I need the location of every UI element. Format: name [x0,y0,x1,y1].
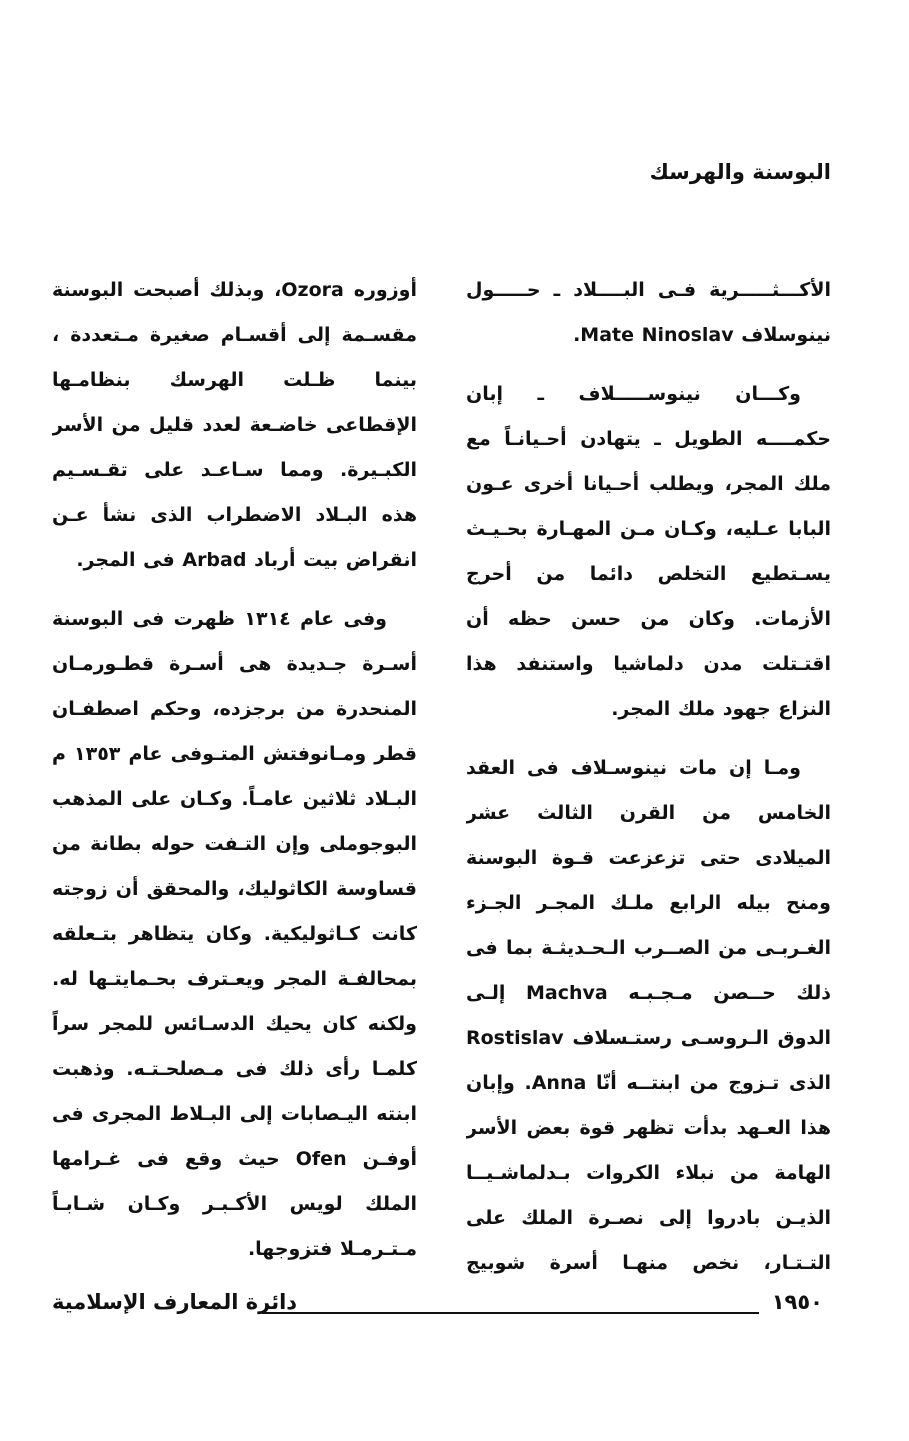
paragraph: ومـا إن مات نينوسـلاف فى العقد الخامس من القرن الثالث عشر الميلادى حتى تزعزعت قـوة البوسنة ومنح بيله الرابع ملـك المجـر الجـزء الغـربـى من الصــرب الـحـديثـة بما فى ذلك حــصن مـجـبـه Machva إلـى الدوق الـروسـى رستـسلاف Rostislav الذى تـزوج من ابنتــه أنّا Anna. وإبان هذا العـهد بدأت تظهر قوة بعض الأسر الهامة من نبلاء الكروات بـدلماشـيــا الذيـن بادروا إلى نصـرة الملك على التـتـار، نخص منهـا أسرة شوبيج [466,757,831,1274]
footer-divider [262,1312,759,1314]
right-column [466,268,831,1288]
left-column [52,268,417,1288]
paragraph: الأكـــثـــــرية فـى البــــلاد ـ حـــــول نينوسلاف Mate Ninoslav. [466,279,831,346]
paragraph: أوزوره Ozora، وبذلك أصبحت البوسنة مقسـمة إلى أقسـام صغيرة مـتعددة ، بينما ظـلت الهرسك بنظامـها الإقطاعى خاضـعة لعدد قليل من الأسر الكبـيرة. ومما سـاعـد على تقـسـيم هذه البـلاد الاضطراب الذى نشأ عـن انقراض بيت أرباد Arbad فى المجر. [52,279,417,571]
page-number: ١٩٥٠ [771,1290,823,1314]
publication-title: دائرة المعارف الإسلامية [52,1290,298,1314]
paragraph: وكـــان نينوســـــلاف ـ إبان حكمــــه الطويل ـ يتهادن أحـيانـاً مع ملك المجر، ويطلب أحـيانا أخرى عـون البابا عـليه، وكـان مـن المهـارة بحـيـث يسـتطيع التخلص دائما من أحرج الأزمات. وكان من حسن حظه أن اقتـتلت مدن دلماشيا واستنفد هذا النزاع جهود ملك المجر. [466,383,831,720]
paragraph [52,1286,417,1288]
page-footer [0,1290,909,1330]
running-title: البوسنة والهرسك [649,160,831,184]
paragraph: وفى عام ١٣١٤ ظهرت فى البوسنة أسـرة جـديدة هى أسـرة قطـورمـان المنحدرة من برجزده، وحكم اصطفـان قطر ومـانوفتش المتـوفى عام ١٣٥٣ م البـلاد ثلاثين عامـاً. وكـان على المذهب البوجوملى وإن التـفت حوله بطانة من قساوسة الكاثوليك، والمحقق أن زوجته كانت كـاثوليكية. وكان يتظاهر بتـعلقه بمحالفـة المجر ويعـترف بحـمايتـها له. ولكنه كان يحيك الدسـائس للمجر سراً كلمـا رأى ذلك فى مـصلحـتـه. وذهبت ابنته اليـصابات إلى البـلاط المجرى فى أوفـن Ofen حيث وقع فى غـرامها الملك لويس الأكـبـر وكـان شـابـاً مـتـرمـلا فتزوجها. [52,608,417,1260]
